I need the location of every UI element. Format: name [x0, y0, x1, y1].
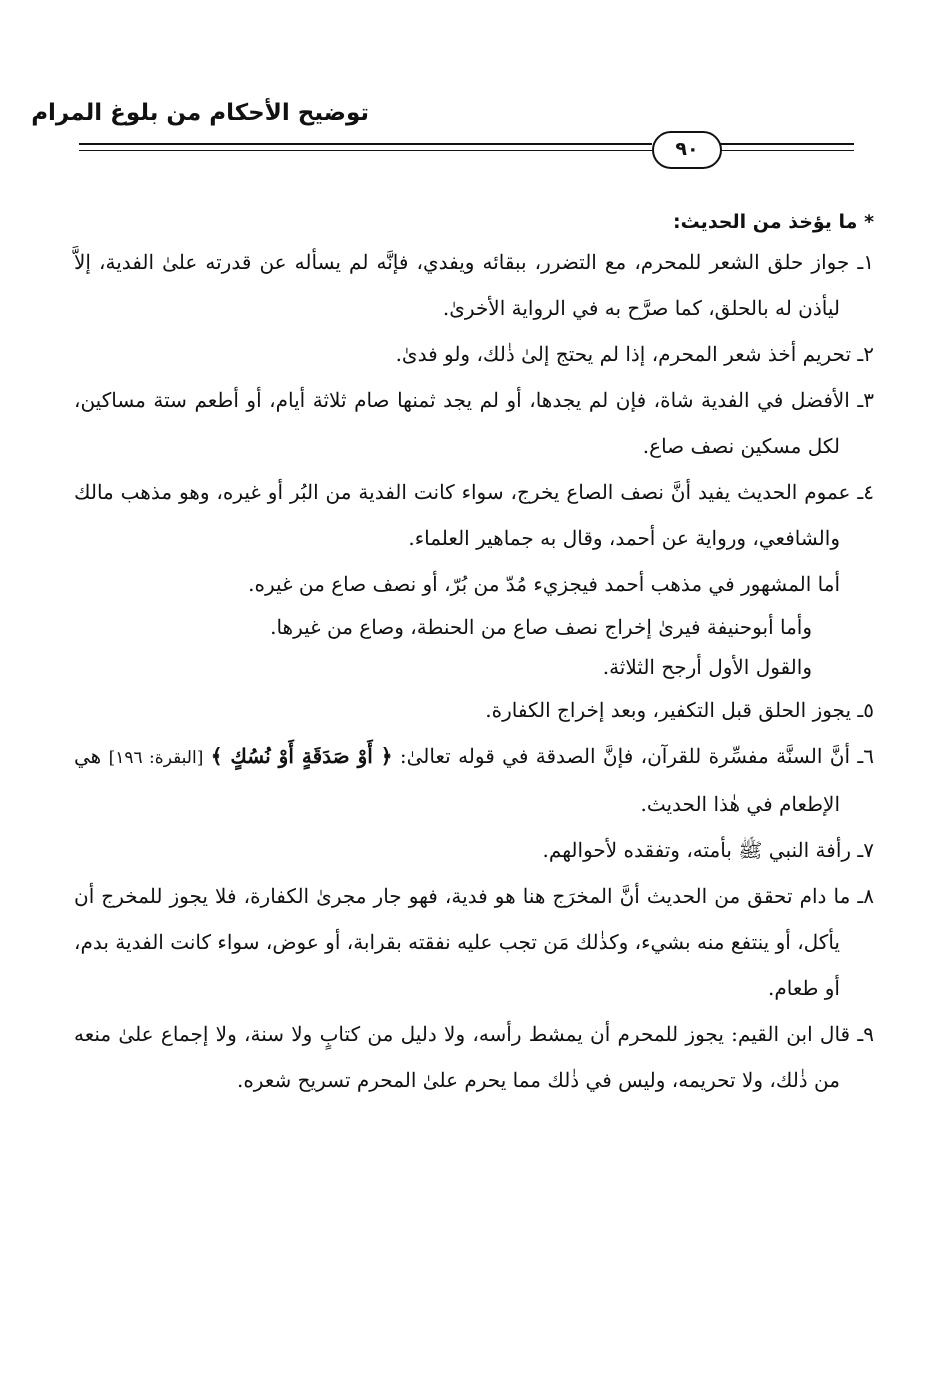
list-item-5: ٥ـ يجوز الحلق قبل التكفير، وبعد إخراج الكفارة.: [485, 698, 874, 722]
list-item-6: [74, 733, 874, 827]
header-rule-left-bottom: [79, 150, 652, 151]
header-rule-left-top: [79, 143, 652, 145]
list-item-6-continuation: هي الإطعام في هٰذا الحديث.: [74, 744, 840, 816]
list-item-7: ٧ـ رأفة النبي ﷺ بأمته، وتفقده لأحوالهم.: [542, 838, 874, 862]
list-item-4-note-2: وأما أبوحنيفة فيرىٰ إخراج نصف صاع من الحنطة، وصاع من غيرها.: [270, 615, 812, 639]
list-item-2: ٢ـ تحريم أخذ شعر المحرم، إذا لم يحتج إلىٰ ذٰلك، ولو فدىٰ.: [395, 342, 874, 366]
running-header-title: توضيح الأحكام من بلوغ المرام: [31, 100, 369, 126]
header-rule-right-top: [718, 143, 854, 145]
list-item-8: ٨ـ ما دام تحقق من الحديث أنَّ المخرَج هنا هو فدية، فهو جار مجرىٰ الكفارة، فلا يجوز للمخرج أن يأكل، أو ينتفع منه بشيء، وكذٰلك مَن تجب عليه نفقته بقرابة، أو عوض، سواء كانت الفدية بدم، أو طعام.: [74, 884, 874, 1000]
list-item-6-text: ٦ـ أنَّ السنَّة مفسِّرة للقرآن، فإنَّ الصدقة في قوله تعالىٰ:: [399, 744, 874, 768]
page-body: [74, 207, 874, 1103]
header-rule-right-bottom: [718, 150, 854, 151]
list-item-4: ٤ـ عموم الحديث يفيد أنَّ نصف الصاع يخرج، سواء كانت الفدية من البُر أو غيره، وهو مذهب مالك والشافعي، ورواية عن أحمد، وقال به جماهير العلماء.: [74, 480, 874, 550]
section-heading: * ما يؤخذ من الحديث:: [672, 211, 874, 233]
list-item-1: ١ـ جواز حلق الشعر للمحرم، مع التضرر، ببقائه ويفدي، فإنَّه لم يسأله عن قدرته علىٰ الفدية، إلاَّ ليأذن له بالحلق، كما صرَّح به في الرواية الأخرىٰ.: [74, 250, 874, 320]
list-item-9: ٩ـ قال ابن القيم: يجوز للمحرم أن يمشط رأسه، ولا دليل من كتابٍ ولا سنة، ولا إجماع علىٰ منعه من ذٰلك، ولا تحريمه، وليس في ذٰلك مما يحرم علىٰ المحرم تسريح شعره.: [74, 1022, 874, 1092]
verse-reference: [البقرة: ١٩٦]: [108, 748, 204, 768]
list-item-4-note-3: والقول الأول أرجح الثلاثة.: [602, 655, 812, 679]
list-item-3: ٣ـ الأفضل في الفدية شاة، فإن لم يجدها، أو لم يجد ثمنها صام ثلاثة أيام، أو أطعم ستة مساكين، لكل مسكين نصف صاع.: [74, 388, 874, 458]
page-number: ٩٠: [652, 131, 722, 169]
quran-verse: ﴿ أَوْ صَدَقَةٍ أَوْ نُسُكٍ ﴾: [210, 744, 393, 768]
list-item-4-note-1: أما المشهور في مذهب أحمد فيجزيء مُدّ من بُرّ، أو نصف صاع من غيره.: [248, 572, 840, 596]
